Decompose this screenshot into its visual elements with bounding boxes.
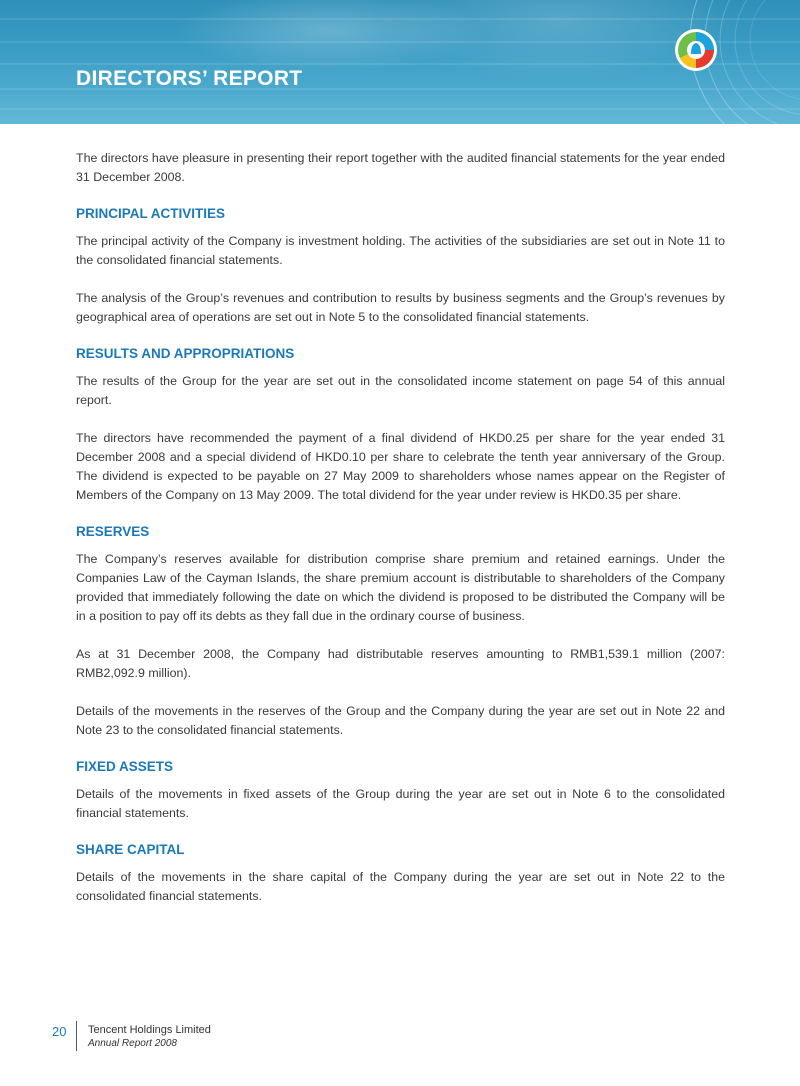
paragraph: Details of the movements in the share capital of the Company during the year are set out in Note 22 to the consolidated financial statements. bbox=[76, 870, 725, 903]
intro-paragraph: The directors have pleasure in presenting their report together with the audited financial statements for the year ended 31 December 2008. bbox=[76, 151, 725, 184]
report-name: Annual Report 2008 bbox=[88, 1038, 177, 1049]
paragraph: The Company’s reserves available for distribution comprise share premium and retained earnings. Under the Companies Law of the Cayman Islands, the share premium account is distributable to shareholders of the Company provided that immediately following the date on which the dividend is proposed to be distributed the Company will be in a position to pay off its debts as they fall due in the ordinary course of business. bbox=[76, 552, 725, 623]
section-heading-share-capital: SHARE CAPITAL bbox=[76, 842, 185, 857]
section-heading-results-and-appropriations: RESULTS AND APPROPRIATIONS bbox=[76, 346, 295, 361]
paragraph: The directors have recommended the payment of a final dividend of HKD0.25 per share for the year ended 31 December 2008 and a special dividend of HKD0.10 per share to celebrate the tenth year anniversary of the Group. The dividend is expected to be payable on 27 May 2009 to shareholders whose names appear on the Register of Members of the Company on 13 May 2009. The total dividend for the year under review is HKD0.35 per share. bbox=[76, 431, 725, 502]
paragraph: Details of the movements in fixed assets of the Group during the year are set out in Note 6 to the consolidated financial statements. bbox=[76, 787, 725, 820]
section-heading-principal-activities: PRINCIPAL ACTIVITIES bbox=[76, 206, 226, 221]
company-name: Tencent Holdings Limited bbox=[88, 1024, 211, 1036]
paragraph: Details of the movements in the reserves of the Group and the Company during the year are set out in Note 22 and Note 23 to the consolidated financial statements. bbox=[76, 704, 725, 737]
page-footer bbox=[0, 1019, 800, 1059]
page-number: 20 bbox=[52, 1024, 67, 1039]
section-heading-reserves: RESERVES bbox=[76, 524, 150, 539]
report-body bbox=[76, 149, 725, 925]
paragraph: The principal activity of the Company is investment holding. The activities of the subsidiaries are set out in Note 11 to the consolidated financial statements. bbox=[76, 234, 725, 267]
header-banner bbox=[0, 0, 800, 124]
section-heading-fixed-assets: FIXED ASSETS bbox=[76, 759, 174, 774]
footer-divider bbox=[76, 1021, 77, 1051]
page-title: DIRECTORS’ REPORT bbox=[76, 67, 303, 90]
paragraph: The results of the Group for the year are set out in the consolidated income statement on page 54 of this annual report. bbox=[76, 374, 725, 407]
tencent-logo-icon bbox=[672, 26, 720, 74]
paragraph: The analysis of the Group’s revenues and contribution to results by business segments and the Group’s revenues by geographical area of operations are set out in Note 5 to the consolidated financial statements. bbox=[76, 291, 725, 324]
paragraph: As at 31 December 2008, the Company had distributable reserves amounting to RMB1,539.1 million (2007: RMB2,092.9 million). bbox=[76, 647, 725, 680]
